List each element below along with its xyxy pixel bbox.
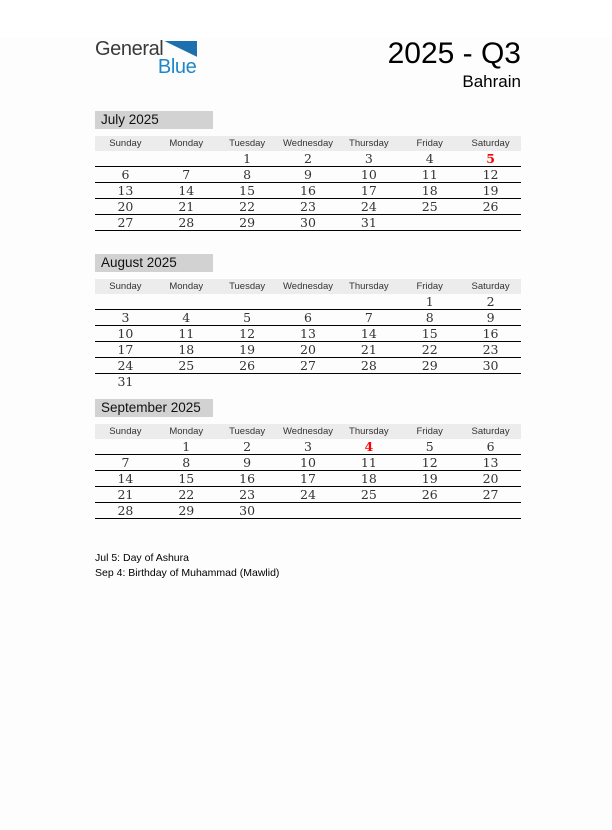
day-cell-empty [460, 374, 521, 391]
day-cell-5: 5 [425, 439, 434, 454]
day-cell-26: 26 [482, 199, 499, 214]
day-cell-30: 30 [300, 215, 316, 230]
day-cell-13: 13 [117, 183, 134, 198]
week-row [95, 167, 521, 183]
day-cell-31: 31 [117, 374, 134, 389]
logo-triangle-icon [164, 41, 197, 57]
logo-text-blue: Blue [157, 56, 197, 78]
day-cell-21: 21 [360, 342, 377, 357]
general-blue-logo [95, 38, 197, 78]
day-cell-29: 29 [239, 215, 256, 230]
day-cell-7: 7 [364, 310, 373, 325]
day-cell-17: 17 [360, 183, 377, 198]
weekday-label: Thursday [349, 426, 389, 437]
day-cell-28: 28 [178, 215, 195, 230]
day-cell-29: 29 [178, 503, 195, 518]
week-row [95, 503, 521, 519]
day-cell-12: 12 [239, 326, 256, 341]
day-cell-23: 23 [239, 487, 256, 502]
day-cell-4: 4 [364, 439, 374, 454]
day-cell-empty [338, 503, 399, 520]
weekday-label: Monday [169, 426, 204, 437]
weekday-label: Tuesday [229, 281, 266, 292]
day-cell-empty [278, 503, 339, 520]
day-cell-empty [156, 151, 217, 168]
week-row [95, 487, 521, 503]
week-row [95, 199, 521, 215]
day-cell-25: 25 [178, 358, 195, 373]
day-cell-empty [278, 374, 339, 391]
weekday-header-august-2025 [95, 279, 521, 294]
day-cell-29: 29 [421, 358, 438, 373]
day-cell-27: 27 [300, 358, 316, 373]
day-cell-23: 23 [300, 199, 316, 214]
day-cell-8: 8 [425, 310, 434, 325]
weekday-label: Saturday [471, 281, 510, 292]
day-cell-28: 28 [117, 503, 134, 518]
week-row [95, 374, 521, 390]
weekday-label: Sunday [109, 426, 142, 437]
day-cell-empty [95, 151, 156, 168]
holiday-note: Sep 4: Birthday of Muhammad (Mawlid) [95, 567, 280, 579]
month-title-august-2025: August 2025 [95, 254, 213, 272]
day-cell-11: 11 [178, 326, 195, 341]
week-row [95, 294, 521, 310]
day-cell-empty [95, 439, 156, 456]
week-row [95, 215, 521, 231]
day-cell-16: 16 [300, 183, 316, 198]
day-cell-4: 4 [425, 151, 434, 166]
day-cell-30: 30 [239, 503, 256, 518]
weekday-header-september-2025 [95, 424, 521, 439]
day-cell-10: 10 [300, 455, 316, 470]
day-cell-2: 2 [304, 151, 312, 166]
day-cell-empty [399, 374, 460, 391]
day-cell-10: 10 [117, 326, 134, 341]
day-cell-7: 7 [121, 455, 130, 470]
day-cell-6: 6 [304, 310, 312, 325]
day-cell-27: 27 [117, 215, 134, 230]
week-row [95, 310, 521, 326]
day-cell-6: 6 [486, 439, 495, 454]
day-cell-6: 6 [121, 167, 130, 182]
weekday-label: Wednesday [282, 426, 333, 437]
day-cell-11: 11 [360, 455, 377, 470]
day-cell-15: 15 [178, 471, 195, 486]
day-cell-28: 28 [360, 358, 377, 373]
day-cell-13: 13 [300, 326, 316, 341]
page-header [95, 38, 521, 94]
day-cell-empty [156, 294, 217, 311]
day-cell-15: 15 [421, 326, 438, 341]
weekday-label: Friday [416, 138, 443, 149]
weekday-label: Saturday [471, 138, 510, 149]
day-cell-8: 8 [182, 455, 191, 470]
day-cell-2: 2 [243, 439, 252, 454]
day-cell-24: 24 [117, 358, 134, 373]
day-cell-empty [460, 215, 521, 232]
day-cell-19: 19 [421, 471, 438, 486]
week-row [95, 326, 521, 342]
day-cell-9: 9 [243, 455, 252, 470]
weekday-label: Tuesday [229, 138, 266, 149]
day-cell-18: 18 [178, 342, 195, 357]
day-cell-19: 19 [239, 342, 256, 357]
day-cell-empty [338, 294, 399, 311]
week-row [95, 358, 521, 374]
week-row [95, 439, 521, 455]
day-cell-17: 17 [300, 471, 316, 486]
day-cell-11: 11 [421, 167, 438, 182]
day-cell-24: 24 [300, 487, 316, 502]
day-cell-22: 22 [421, 342, 438, 357]
month-title-september-2025: September 2025 [95, 399, 213, 417]
day-cell-3: 3 [304, 439, 312, 454]
day-cell-25: 25 [360, 487, 377, 502]
day-cell-16: 16 [239, 471, 256, 486]
day-cell-18: 18 [421, 183, 438, 198]
month-july-2025 [95, 111, 521, 231]
holiday-note: Jul 5: Day of Ashura [95, 552, 189, 564]
day-cell-empty [217, 374, 278, 391]
day-cell-empty [278, 294, 339, 311]
day-cell-23: 23 [482, 342, 499, 357]
day-cell-26: 26 [421, 487, 438, 502]
day-cell-30: 30 [482, 358, 499, 373]
day-cell-empty [460, 503, 521, 520]
weekday-label: Friday [416, 281, 443, 292]
day-cell-12: 12 [421, 455, 438, 470]
day-cell-empty [95, 294, 156, 311]
day-cell-15: 15 [239, 183, 256, 198]
weekday-label: Thursday [349, 138, 389, 149]
title-block [388, 38, 521, 92]
day-cell-5: 5 [486, 151, 495, 166]
day-cell-3: 3 [364, 151, 373, 166]
day-cell-19: 19 [482, 183, 499, 198]
day-cell-18: 18 [360, 471, 377, 486]
day-cell-empty [217, 294, 278, 311]
week-row [95, 183, 521, 199]
day-cell-9: 9 [486, 310, 495, 325]
weekday-label: Wednesday [282, 281, 333, 292]
calendar-page [0, 38, 612, 830]
weekday-label: Tuesday [229, 426, 266, 437]
week-row [95, 471, 521, 487]
page-subtitle: Bahrain [462, 72, 521, 91]
page-title: 2025 - Q3 [387, 37, 521, 70]
weekday-label: Friday [416, 426, 443, 437]
day-cell-4: 4 [182, 310, 191, 325]
day-cell-22: 22 [178, 487, 195, 502]
week-row [95, 455, 521, 471]
day-cell-empty [338, 374, 399, 391]
week-row [95, 342, 521, 358]
day-cell-9: 9 [304, 167, 312, 182]
weekday-label: Monday [169, 281, 204, 292]
day-cell-1: 1 [425, 294, 434, 309]
day-cell-8: 8 [243, 167, 252, 182]
day-cell-24: 24 [360, 199, 377, 214]
calendar-months [95, 111, 521, 519]
weekday-header-july-2025 [95, 136, 521, 151]
day-cell-14: 14 [117, 471, 134, 486]
day-cell-21: 21 [178, 199, 195, 214]
day-cell-2: 2 [486, 294, 495, 309]
day-cell-empty [399, 503, 460, 520]
logo-text-general: General [95, 38, 164, 60]
day-cell-1: 1 [243, 151, 252, 166]
week-row [95, 151, 521, 167]
day-cell-14: 14 [178, 183, 195, 198]
day-cell-22: 22 [239, 199, 256, 214]
weekday-label: Monday [169, 138, 204, 149]
day-cell-16: 16 [482, 326, 499, 341]
day-cell-empty [156, 374, 217, 391]
weekday-label: Sunday [109, 281, 142, 292]
month-title-july-2025: July 2025 [95, 111, 213, 129]
day-cell-10: 10 [360, 167, 377, 182]
day-cell-20: 20 [300, 342, 316, 357]
day-cell-1: 1 [182, 439, 191, 454]
weekday-label: Saturday [471, 426, 510, 437]
day-cell-31: 31 [360, 215, 377, 230]
weekday-label: Thursday [349, 281, 389, 292]
day-cell-27: 27 [482, 487, 499, 502]
holiday-notes [95, 551, 521, 581]
day-cell-21: 21 [117, 487, 134, 502]
month-september-2025 [95, 399, 521, 519]
day-cell-7: 7 [182, 167, 191, 182]
weekday-label: Sunday [109, 138, 142, 149]
day-cell-25: 25 [421, 199, 438, 214]
day-cell-20: 20 [117, 199, 134, 214]
weekday-label: Wednesday [282, 138, 333, 149]
day-cell-5: 5 [243, 310, 252, 325]
day-cell-12: 12 [482, 167, 499, 182]
month-august-2025 [95, 254, 521, 390]
day-cell-14: 14 [360, 326, 377, 341]
day-cell-20: 20 [482, 471, 499, 486]
day-cell-17: 17 [117, 342, 134, 357]
day-cell-3: 3 [121, 310, 130, 325]
day-cell-empty [399, 215, 460, 232]
day-cell-13: 13 [482, 455, 499, 470]
day-cell-26: 26 [239, 358, 256, 373]
